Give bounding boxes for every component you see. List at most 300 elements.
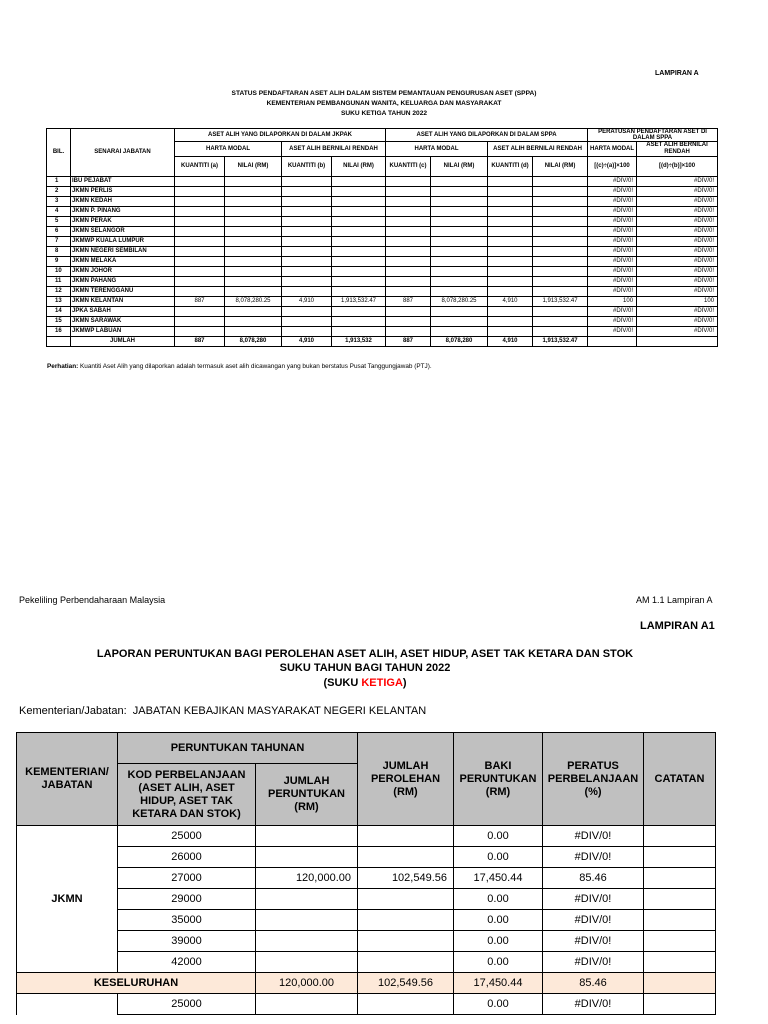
cell-nd (533, 257, 588, 267)
kementerian-line (19, 705, 426, 717)
cell-no: 1 (47, 177, 71, 187)
cell-p1: #DIV/0! (588, 257, 637, 267)
table-row (17, 994, 716, 1015)
cell-nb (332, 217, 386, 227)
cell-nb (332, 177, 386, 187)
cell-name: JKMN PERLIS (71, 187, 175, 197)
cell-no: 14 (47, 307, 71, 317)
cell-nb (332, 187, 386, 197)
cell-qc (386, 317, 431, 327)
table-row (17, 952, 716, 973)
cell-nd (533, 207, 588, 217)
cell-qa (175, 187, 225, 197)
cell-nc: 8,078,280.25 (431, 297, 488, 307)
cell-qd (488, 227, 533, 237)
keseluruhan-baki: 17,450.44 (454, 973, 543, 994)
sppa-status-table (46, 128, 718, 347)
peratus-cell: #DIV/0! (543, 847, 644, 868)
cell-p2: #DIV/0! (637, 317, 718, 327)
form1-title-line3: SUKU KETIGA TAHUN 2022 (340, 110, 428, 117)
cell-qc (386, 187, 431, 197)
total-na: 8,078,280 (225, 337, 282, 347)
col-jumlah-perolehan: JUMLAH PEROLEHAN (RM) (358, 733, 454, 826)
keseluruhan-catatan (644, 973, 716, 994)
perolehan-cell (358, 952, 454, 973)
baki-cell: 0.00 (454, 910, 543, 931)
cell-qa (175, 307, 225, 317)
peruntukan-cell: 120,000.00 (256, 868, 358, 889)
cell-p2: #DIV/0! (637, 307, 718, 317)
cell-p1: #DIV/0! (588, 227, 637, 237)
peratus-cell: #DIV/0! (543, 931, 644, 952)
perolehan-cell (358, 910, 454, 931)
cell-qb (282, 197, 332, 207)
cell-na (225, 287, 282, 297)
cell-na (225, 277, 282, 287)
catatan-cell (644, 847, 716, 868)
cell-p2: #DIV/0! (637, 177, 718, 187)
cell-na (225, 327, 282, 337)
cell-p2: #DIV/0! (637, 187, 718, 197)
catatan-cell (644, 952, 716, 973)
keseluruhan-label: KESELURUHAN (17, 973, 256, 994)
cell-qc (386, 287, 431, 297)
cell-nb (332, 277, 386, 287)
cell-na: 8,078,280.25 (225, 297, 282, 307)
cell-qd (488, 267, 533, 277)
col-baki-peruntukan: BAKI PERUNTUKAN (RM) (454, 733, 543, 826)
cell-qd (488, 257, 533, 267)
table-row (47, 217, 718, 227)
cell-na (225, 177, 282, 187)
catatan-cell (644, 868, 716, 889)
table-row (17, 847, 716, 868)
cell-nb (332, 207, 386, 217)
cell-nd (533, 327, 588, 337)
table-row (47, 257, 718, 267)
lampiran-a1-label: LAMPIRAN A1 (640, 620, 715, 632)
cell-p2: #DIV/0! (637, 197, 718, 207)
cell-qa (175, 317, 225, 327)
col-harta-modal-pct: HARTA MODAL (588, 142, 637, 157)
cell-no: 10 (47, 267, 71, 277)
kod-cell: 26000 (118, 847, 256, 868)
cell-nb (332, 197, 386, 207)
cell-no: 12 (47, 287, 71, 297)
cell-p2: #DIV/0! (637, 277, 718, 287)
cell-name: JKMN SELANGOR (71, 227, 175, 237)
cell-p1: #DIV/0! (588, 327, 637, 337)
cell-no: 5 (47, 217, 71, 227)
col-kementerian: KEMENTERIAN/ JABATAN (17, 733, 118, 826)
cell-no: 11 (47, 277, 71, 287)
table-row (47, 237, 718, 247)
cell-nd (533, 217, 588, 227)
cell-nb (332, 227, 386, 237)
cell-nc (431, 307, 488, 317)
report-title-line2: SUKU TAHUN BAGI TAHUN 2022 (279, 662, 451, 674)
cell-name: IBU PEJABAT (71, 177, 175, 187)
total-qd: 4,910 (488, 337, 533, 347)
total-p2 (637, 337, 718, 347)
cell-p2: #DIV/0! (637, 257, 718, 267)
table-total-row (47, 337, 718, 347)
cell-p2: #DIV/0! (637, 227, 718, 237)
cell-qb (282, 287, 332, 297)
cell-qd (488, 247, 533, 257)
col-formula-c: [(c)÷(a)]×100 (588, 157, 637, 177)
cell-qb (282, 267, 332, 277)
table-row (47, 317, 718, 327)
cell-qa (175, 177, 225, 187)
table-row (47, 177, 718, 187)
form1-title-line1: STATUS PENDAFTARAN ASET ALIH DALAM SISTEM PEMANTAUAN PENGURUSAN ASET (SPPA) (231, 90, 537, 97)
cell-qa (175, 197, 225, 207)
peratus-cell: #DIV/0! (543, 889, 644, 910)
cell-nd (533, 177, 588, 187)
jabatan-cell: JKMN (17, 826, 118, 973)
kod-cell: 25000 (118, 994, 256, 1015)
cell-qd (488, 277, 533, 287)
table-row (47, 297, 718, 307)
peruntukan-cell (256, 847, 358, 868)
suku-value: KETIGA (361, 677, 403, 689)
cell-qb (282, 327, 332, 337)
peruntukan-cell (256, 994, 358, 1015)
kod-cell: 35000 (118, 910, 256, 931)
cell-nb (332, 317, 386, 327)
col-senarai-jabatan: SENARAI JABATAN (71, 129, 175, 177)
table-row (17, 931, 716, 952)
total-qa: 887 (175, 337, 225, 347)
cell-qa (175, 247, 225, 257)
cell-qa (175, 207, 225, 217)
baki-cell: 17,450.44 (454, 868, 543, 889)
col-bernilai-rendah-jkpak: ASET ALIH BERNILAI RENDAH (282, 142, 386, 157)
cell-no: 13 (47, 297, 71, 307)
cell-no: 9 (47, 257, 71, 267)
table-row (47, 197, 718, 207)
catatan-cell (644, 931, 716, 952)
cell-qc (386, 207, 431, 217)
cell-na (225, 217, 282, 227)
table-row (47, 247, 718, 257)
kod-cell: 27000 (118, 868, 256, 889)
cell-p1: #DIV/0! (588, 277, 637, 287)
cell-p1: #DIV/0! (588, 207, 637, 217)
cell-qd (488, 217, 533, 227)
cell-nc (431, 267, 488, 277)
cell-qb (282, 207, 332, 217)
kod-cell: 42000 (118, 952, 256, 973)
peratus-cell: #DIV/0! (543, 910, 644, 931)
cell-nc (431, 177, 488, 187)
keseluruhan-peruntukan: 120,000.00 (256, 973, 358, 994)
cell-qc: 887 (386, 297, 431, 307)
cell-qa (175, 217, 225, 227)
cell-qc (386, 247, 431, 257)
col-nilai-c: NILAI (RM) (431, 157, 488, 177)
peratus-cell: #DIV/0! (543, 826, 644, 847)
baki-cell: 0.00 (454, 826, 543, 847)
catatan-cell (644, 994, 716, 1015)
cell-p1: #DIV/0! (588, 317, 637, 327)
cell-qa: 887 (175, 297, 225, 307)
cell-qb (282, 237, 332, 247)
cell-p1: #DIV/0! (588, 197, 637, 207)
total-nb: 1,913,532 (332, 337, 386, 347)
cell-qa (175, 227, 225, 237)
cell-nb (332, 287, 386, 297)
kementerian-label: Kementerian/Jabatan: (19, 705, 127, 717)
col-kuantiti-d: KUANTITI (d) (488, 157, 533, 177)
total-qc: 887 (386, 337, 431, 347)
table-row (47, 307, 718, 317)
col-bernilai-rendah-pct: ASET ALIH BERNILAI RENDAH (637, 142, 718, 157)
cell-nd (533, 187, 588, 197)
form1-title-line2: KEMENTERIAN PEMBANGUNAN WANITA, KELUARGA DAN MASYARAKAT (266, 100, 502, 107)
cell-nd: 1,913,532.47 (533, 297, 588, 307)
cell-qd (488, 287, 533, 297)
col-group-jkpak: ASET ALIH YANG DILAPORKAN DI DALAM JKPAK (175, 129, 386, 142)
total-qb: 4,910 (282, 337, 332, 347)
cell-p2: #DIV/0! (637, 327, 718, 337)
perolehan-cell (358, 826, 454, 847)
cell-no: 7 (47, 237, 71, 247)
cell-qa (175, 237, 225, 247)
table-row (17, 868, 716, 889)
cell-nc (431, 217, 488, 227)
table-row (47, 227, 718, 237)
cell-p1: #DIV/0! (588, 217, 637, 227)
cell-nc (431, 287, 488, 297)
cell-p2: 100 (637, 297, 718, 307)
cell-no: 6 (47, 227, 71, 237)
cell-qd (488, 177, 533, 187)
peratus-cell: 85.46 (543, 868, 644, 889)
cell-nb (332, 247, 386, 257)
col-harta-modal-sppa: HARTA MODAL (386, 142, 488, 157)
footer-right: AM 1.1 Lampiran A (636, 595, 713, 605)
cell-no: 4 (47, 207, 71, 217)
cell-name: JKMN TERENGGANU (71, 287, 175, 297)
cell-nc (431, 207, 488, 217)
cell-p2: #DIV/0! (637, 287, 718, 297)
cell-nb (332, 267, 386, 277)
note-label: Perhatian: (47, 363, 79, 370)
cell-name: JPKA SABAH (71, 307, 175, 317)
perolehan-cell (358, 847, 454, 868)
cell-nd (533, 307, 588, 317)
kod-cell: 25000 (118, 826, 256, 847)
cell-qc (386, 327, 431, 337)
cell-qc (386, 217, 431, 227)
footer-left: Pekeliling Perbendaharaan Malaysia (19, 595, 166, 605)
col-nilai-d: NILAI (RM) (533, 157, 588, 177)
cell-no: 2 (47, 187, 71, 197)
catatan-cell (644, 826, 716, 847)
table-row (47, 327, 718, 337)
cell-name: JKMN KEDAH (71, 197, 175, 207)
cell-nb: 1,913,532.47 (332, 297, 386, 307)
col-group-sppa: ASET ALIH YANG DILAPORKAN DI DALAM SPPA (386, 129, 588, 142)
cell-nd (533, 317, 588, 327)
cell-p2: #DIV/0! (637, 207, 718, 217)
cell-na (225, 187, 282, 197)
note-text: Kuantiti Aset Alih yang dilaporkan adalah termasuk aset alih dicawangan yang bukan berstatus Pusat Tanggungjawab (PTJ). (78, 363, 432, 370)
col-nilai-a: NILAI (RM) (225, 157, 282, 177)
cell-name: JKMN P. PINANG (71, 207, 175, 217)
cell-nc (431, 277, 488, 287)
cell-na (225, 307, 282, 317)
cell-na (225, 237, 282, 247)
cell-nc (431, 187, 488, 197)
col-jumlah-peruntukan: JUMLAH PERUNTUKAN (RM) (256, 764, 358, 826)
keseluruhan-peratus: 85.46 (543, 973, 644, 994)
baki-cell: 0.00 (454, 931, 543, 952)
cell-qd (488, 317, 533, 327)
table-row (47, 277, 718, 287)
cell-no: 15 (47, 317, 71, 327)
baki-cell: 0.00 (454, 889, 543, 910)
baki-cell: 0.00 (454, 994, 543, 1015)
cell-p2: #DIV/0! (637, 247, 718, 257)
perolehan-cell: 102,549.56 (358, 868, 454, 889)
cell-na (225, 247, 282, 257)
lampiran-a-label: LAMPIRAN A (655, 70, 699, 77)
cell-nc (431, 317, 488, 327)
keseluruhan-row (17, 973, 716, 994)
cell-nc (431, 237, 488, 247)
total-nc: 8,078,280 (431, 337, 488, 347)
col-kuantiti-b: KUANTITI (b) (282, 157, 332, 177)
cell-p1: #DIV/0! (588, 287, 637, 297)
col-group-peratusan: PERATUSAN PENDAFTARAN ASET DI DALAM SPPA (588, 129, 718, 142)
peruntukan-cell (256, 931, 358, 952)
col-kuantiti-a: KUANTITI (a) (175, 157, 225, 177)
cell-nc (431, 227, 488, 237)
cell-qb (282, 217, 332, 227)
cell-nd (533, 237, 588, 247)
peruntukan-table (16, 732, 716, 1015)
baki-cell: 0.00 (454, 847, 543, 868)
cell-nd (533, 267, 588, 277)
cell-qb (282, 307, 332, 317)
peruntukan-cell (256, 910, 358, 931)
catatan-cell (644, 889, 716, 910)
kod-cell: 39000 (118, 931, 256, 952)
cell-qc (386, 307, 431, 317)
cell-qd (488, 327, 533, 337)
cell-na (225, 207, 282, 217)
cell-no: 16 (47, 327, 71, 337)
cell-qc (386, 227, 431, 237)
cell-p1: #DIV/0! (588, 237, 637, 247)
cell-qd (488, 307, 533, 317)
cell-p1: 100 (588, 297, 637, 307)
col-kuantiti-c: KUANTITI (c) (386, 157, 431, 177)
peruntukan-cell (256, 889, 358, 910)
cell-p1: #DIV/0! (588, 247, 637, 257)
cell-qa (175, 287, 225, 297)
cell-p1: #DIV/0! (588, 177, 637, 187)
cell-nc (431, 327, 488, 337)
perolehan-cell (358, 994, 454, 1015)
keseluruhan-perolehan: 102,549.56 (358, 973, 454, 994)
col-bil: BIL. (47, 129, 71, 177)
cell-nd (533, 227, 588, 237)
col-peratus-perbelanjaan: PERATUS PERBELANJAAN (%) (543, 733, 644, 826)
peratus-cell: #DIV/0! (543, 994, 644, 1015)
cell-nd (533, 197, 588, 207)
col-formula-d: [(d)÷(b)]×100 (637, 157, 718, 177)
cell-qc (386, 237, 431, 247)
cell-qb (282, 317, 332, 327)
cell-nd (533, 287, 588, 297)
cell-name: JKMN PERAK (71, 217, 175, 227)
col-peruntukan-tahunan: PERUNTUKAN TAHUNAN (118, 733, 358, 764)
cell-qc (386, 267, 431, 277)
cell-qd (488, 207, 533, 217)
col-harta-modal-jkpak: HARTA MODAL (175, 142, 282, 157)
cell-na (225, 257, 282, 267)
peruntukan-cell (256, 826, 358, 847)
cell-nd (533, 247, 588, 257)
total-label: JUMLAH (71, 337, 175, 347)
cell-qa (175, 257, 225, 267)
cell-qb (282, 227, 332, 237)
cell-p1: #DIV/0! (588, 187, 637, 197)
cell-qa (175, 277, 225, 287)
note (47, 363, 432, 370)
cell-name: JKMN KELANTAN (71, 297, 175, 307)
cell-qd: 4,910 (488, 297, 533, 307)
cell-no: 3 (47, 197, 71, 207)
cell-qc (386, 177, 431, 187)
cell-qd (488, 197, 533, 207)
col-catatan: CATATAN (644, 733, 716, 826)
cell-nb (332, 327, 386, 337)
report-title-line1: LAPORAN PERUNTUKAN BAGI PEROLEHAN ASET ALIH, ASET HIDUP, ASET TAK KETARA DAN STOK (96, 648, 634, 660)
cell-nc (431, 257, 488, 267)
cell-nc (431, 247, 488, 257)
cell-name: JKMWP KUALA LUMPUR (71, 237, 175, 247)
cell-name: JKMN JOHOR (71, 267, 175, 277)
cell-no: 8 (47, 247, 71, 257)
cell-name: JKMN MELAKA (71, 257, 175, 267)
cell-qb (282, 187, 332, 197)
cell-name: JKMN NEGERI SEMBILAN (71, 247, 175, 257)
cell-nb (332, 237, 386, 247)
report-title-line3: (SUKU KETIGA) (323, 677, 407, 689)
cell-qd (488, 187, 533, 197)
cell-qc (386, 257, 431, 267)
col-bernilai-rendah-sppa: ASET ALIH BERNILAI RENDAH (488, 142, 588, 157)
perolehan-cell (358, 889, 454, 910)
total-nd: 1,913,532.47 (533, 337, 588, 347)
cell-p2: #DIV/0! (637, 217, 718, 227)
kod-cell: 29000 (118, 889, 256, 910)
cell-qd (488, 237, 533, 247)
peruntukan-cell (256, 952, 358, 973)
cell-p2: #DIV/0! (637, 237, 718, 247)
cell-name: JKMN SARAWAK (71, 317, 175, 327)
table-row (47, 187, 718, 197)
table-row (17, 826, 716, 847)
cell-qb (282, 257, 332, 267)
cell-name: JKMWP LABUAN (71, 327, 175, 337)
cell-na (225, 197, 282, 207)
